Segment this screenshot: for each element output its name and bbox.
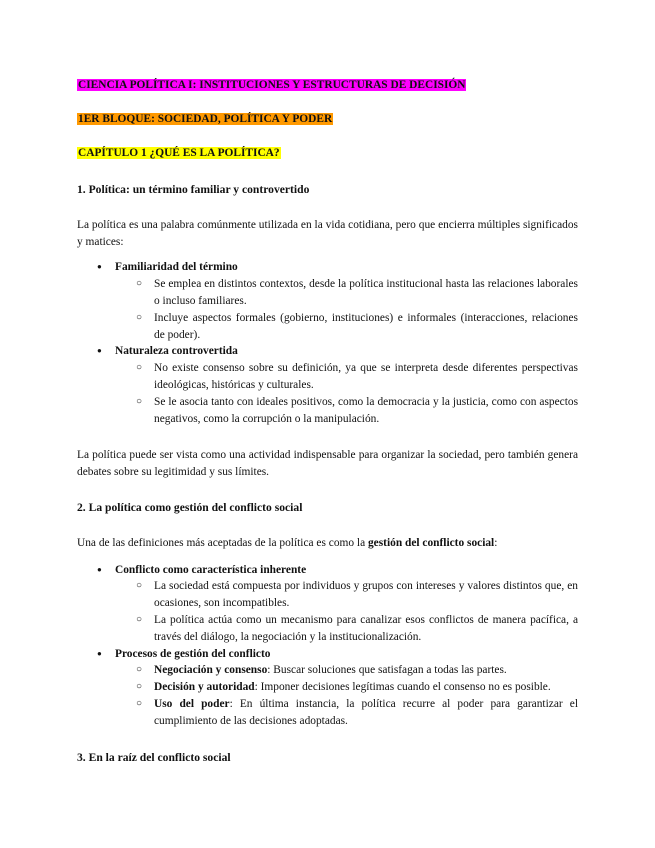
sub-list-item: ○ Se emplea en distintos contextos, desde la política institucional hasta las relaciones laborales o incluso familiares. [77, 276, 578, 310]
section-1-intro: La política es una palabra comúnmente utilizada en la vida cotidiana, pero que encierra múltiples significados y matices: [77, 218, 578, 248]
term-text: : Buscar soluciones que satisfagan a todas las partes. [267, 664, 507, 677]
bullet-label: Familiaridad del término [115, 261, 238, 274]
list-item [77, 259, 578, 343]
sub-list-item: ○ Se le asocia tanto con ideales positivos, como la democracia y la justicia, como con aspectos negativos, como la corrupción o la manipulación. [77, 394, 578, 428]
bullet-label: Naturaleza controvertida [115, 345, 238, 358]
intro-text: Una de las definiciones más aceptadas de la política es como la [77, 536, 368, 549]
section-1-closing: La política puede ser vista como una actividad indispensable para organizar la sociedad, pero también genera debates sobre su legitimidad y sus límites. [77, 449, 578, 479]
term-bold: Uso del poder [154, 697, 230, 710]
section-2-heading: 2. La política como gestión del conflicto social [77, 500, 303, 514]
chapter-title: CAPÍTULO 1 ¿QUÉ ES LA POLÍTICA? [78, 147, 280, 159]
course-title-line [77, 77, 578, 94]
sub-list-item: ○ La política actúa como un mecanismo para canalizar esos conflictos de manera pacífica, a través del diálogo, la negociación y la institucionalización. [77, 612, 578, 646]
course-title: CIENCIA POLÍTICA I: INSTITUCIONES Y ESTRUCTURAS DE DECISIÓN [78, 79, 466, 91]
bullet-label: Conflicto como característica inherente [115, 563, 307, 576]
section-1-list [77, 259, 578, 427]
sub-list [115, 578, 578, 645]
section-2-list [77, 562, 578, 730]
chapter-title-line [77, 145, 578, 162]
document-body [77, 77, 578, 766]
term-text: : En última instancia, la política recurre al poder para garantizar el cumplimiento de las decisiones adoptadas. [154, 697, 578, 727]
sub-list-item [77, 679, 578, 696]
sub-list-item [77, 662, 578, 679]
list-item [77, 562, 578, 646]
term-bold: Negociación y consenso [154, 664, 268, 677]
sub-list-item: ○ No existe consenso sobre su definición, ya que se interpreta desde diferentes perspectivas ideológicas, históricas y culturales. [77, 360, 578, 394]
sub-list-item: ○ La sociedad está compuesta por individuos y grupos con intereses y valores distintos que, en ocasiones, son incompatibles. [77, 578, 578, 612]
sub-list-item: ○ Incluye aspectos formales (gobierno, instituciones) e informales (interacciones, relaciones de poder). [77, 310, 578, 344]
sub-list [115, 662, 578, 729]
intro-bold-term: gestión del conflicto social [367, 536, 495, 549]
term-text: : Imponer decisiones legítimas cuando el consenso no es posible. [254, 681, 551, 694]
bullet-label: Procesos de gestión del conflicto [115, 647, 271, 660]
section-3-heading: 3. En la raíz del conflicto social [77, 750, 231, 764]
block-title-line [77, 111, 578, 128]
sub-list [115, 276, 578, 343]
sub-list [115, 360, 578, 427]
term-bold: Decisión y autoridad [154, 681, 255, 694]
section-1-heading: 1. Política: un término familiar y controvertido [77, 183, 310, 196]
sub-list-item [77, 696, 578, 730]
list-item [77, 343, 578, 427]
block-title: 1ER BLOQUE: SOCIEDAD, POLÍTICA Y PODER [78, 113, 333, 125]
list-item [77, 646, 578, 730]
section-2-intro [77, 535, 578, 552]
intro-colon: : [494, 536, 498, 549]
